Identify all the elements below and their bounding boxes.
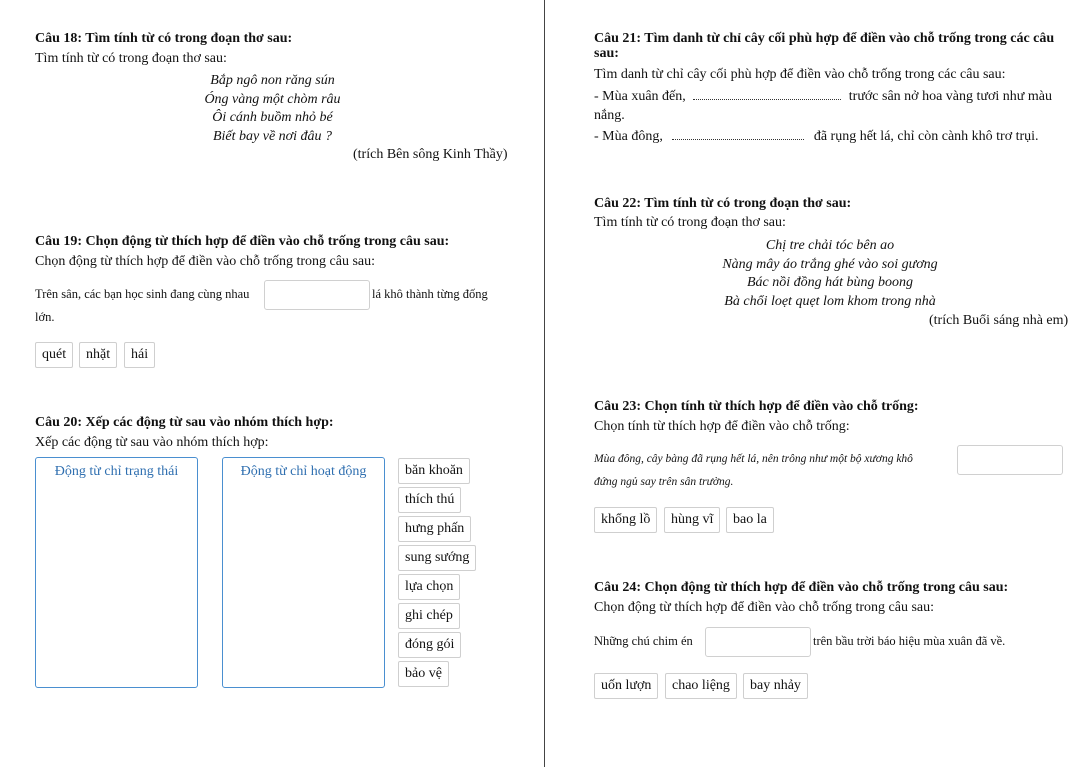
q21-line2-before: - Mùa đông, xyxy=(594,129,663,144)
q20-title: Câu 20: Xếp các động từ sau vào nhóm thích hợp: xyxy=(35,415,334,430)
group-state-verbs[interactable] xyxy=(35,457,198,688)
q20-instruction: Xếp các động từ sau vào nhóm thích hợp: xyxy=(35,435,269,450)
q24-option-bay-nhay[interactable]: bay nhảy xyxy=(743,673,808,699)
q21-line2-after: đã rụng hết lá, chỉ còn cành khô trơ trụi. xyxy=(813,129,1039,144)
q19-option-quet[interactable]: quét xyxy=(35,342,73,368)
word-chip[interactable]: băn khoăn xyxy=(398,458,470,484)
word-chip[interactable]: bảo vệ xyxy=(398,661,449,687)
q22-source: (trích Buổi sáng nhà em) xyxy=(929,313,1069,328)
q19-sentence-end: lớn. xyxy=(35,310,55,324)
q23-sentence-line1: Mùa đông, cây bàng đã rụng hết lá, nên trông như một bộ xương khô xyxy=(594,453,913,465)
q21-line1-end: nắng. xyxy=(594,108,625,123)
q24-instruction: Chọn động từ thích hợp để điền vào chỗ trống trong câu sau: xyxy=(594,600,935,615)
group-action-verbs-header: Động từ chỉ hoạt động xyxy=(240,464,367,479)
q24-title: Câu 24: Chọn động từ thích hợp để điền vào chỗ trống trong câu sau: xyxy=(594,580,1009,595)
q21-title-line2: sau: xyxy=(594,46,619,61)
q22-title: Câu 22: Tìm tính từ có trong đoạn thơ sau: xyxy=(594,196,852,211)
poem-line: Bắp ngô non răng sún xyxy=(210,73,335,88)
q18-title: Câu 18: Tìm tính từ có trong đoạn thơ sau: xyxy=(35,31,293,46)
q21-blank-2[interactable] xyxy=(672,129,804,140)
q24-answer-blank[interactable] xyxy=(705,627,811,657)
q22-instruction: Tìm tính từ có trong đoạn thơ sau: xyxy=(594,215,786,230)
poem-line: Óng vàng một chòm râu xyxy=(204,91,341,107)
q23-answer-blank[interactable] xyxy=(957,445,1063,475)
q23-sentence-line2: đứng ngủ say trên sân trường. xyxy=(594,476,734,488)
q23-option-bao-la[interactable]: bao la xyxy=(726,507,774,533)
poem-line: Bà chổi loẹt quẹt lom khom trong nhà xyxy=(724,293,936,309)
q21-line1-after: trước sân nở hoa vàng tươi như màu xyxy=(848,89,1052,104)
q21-line1 xyxy=(594,88,1052,106)
q19-sentence-after: lá khô thành từng đống xyxy=(372,287,488,301)
word-chip[interactable]: đóng gói xyxy=(398,632,461,658)
q18-instruction: Tìm tính từ có trong đoạn thơ sau: xyxy=(35,51,227,66)
q19-title: Câu 19: Chọn động từ thích hợp để điền vào chỗ trống trong câu sau: xyxy=(35,234,450,249)
q19-option-nhat[interactable]: nhặt xyxy=(79,342,117,368)
q23-option-hung-vi[interactable]: hùng vĩ xyxy=(664,507,720,533)
group-action-verbs[interactable] xyxy=(222,457,385,688)
q24-sentence-before: Những chú chim én xyxy=(594,634,693,648)
q21-line1-before: - Mùa xuân đến, xyxy=(594,89,686,104)
word-chip[interactable]: hưng phấn xyxy=(398,516,471,542)
q21-instruction: Tìm danh từ chỉ cây cối phù hợp để điền vào chỗ trống trong các câu sau: xyxy=(594,67,1006,82)
q24-option-uon-luon[interactable]: uốn lượn xyxy=(594,673,658,699)
poem-line: Bác nồi đồng hát bùng boong xyxy=(746,275,914,290)
poem-line: Ôi cánh buồm nhỏ bé xyxy=(212,110,333,125)
group-state-verbs-header: Động từ chỉ trạng thái xyxy=(54,464,179,479)
q23-instruction: Chọn tính từ thích hợp để điền vào chỗ trống: xyxy=(594,419,850,434)
poem-line: Nàng mây áo trắng ghé vào soi gương xyxy=(722,256,938,272)
q18-source: (trích Bên sông Kinh Thầy) xyxy=(353,147,508,162)
q21-line2 xyxy=(594,128,1039,146)
word-chip[interactable]: lựa chọn xyxy=(398,574,460,600)
q22-poem xyxy=(680,237,980,311)
q21-title-line1: Câu 21: Tìm danh từ chỉ cây cối phù hợp để điền vào chỗ trống trong các câu xyxy=(594,31,1055,46)
word-chip[interactable]: thích thú xyxy=(398,487,461,513)
q19-option-hai[interactable]: hái xyxy=(124,342,155,368)
q23-option-khong-lo[interactable]: khổng lồ xyxy=(594,507,657,533)
q18-poem xyxy=(150,72,395,146)
q19-sentence-before: Trên sân, các bạn học sinh đang cùng nhau xyxy=(35,287,250,301)
poem-line: Biết bay về nơi đâu ? xyxy=(212,128,333,144)
q19-instruction: Chọn động từ thích hợp để điền vào chỗ trống trong câu sau: xyxy=(35,254,376,269)
q19-answer-blank[interactable] xyxy=(264,280,370,310)
q24-option-chao-lieng[interactable]: chao liệng xyxy=(665,673,737,699)
q24-sentence-after: trên bầu trời báo hiệu mùa xuân đã về. xyxy=(813,634,1006,648)
q23-title: Câu 23: Chọn tính từ thích hợp để điền vào chỗ trống: xyxy=(594,399,919,414)
word-chip[interactable]: sung sướng xyxy=(398,545,476,571)
word-chip[interactable]: ghi chép xyxy=(398,603,460,629)
column-divider xyxy=(544,0,545,767)
poem-line: Chị tre chải tóc bên ao xyxy=(765,238,895,253)
q21-blank-1[interactable] xyxy=(693,89,841,100)
